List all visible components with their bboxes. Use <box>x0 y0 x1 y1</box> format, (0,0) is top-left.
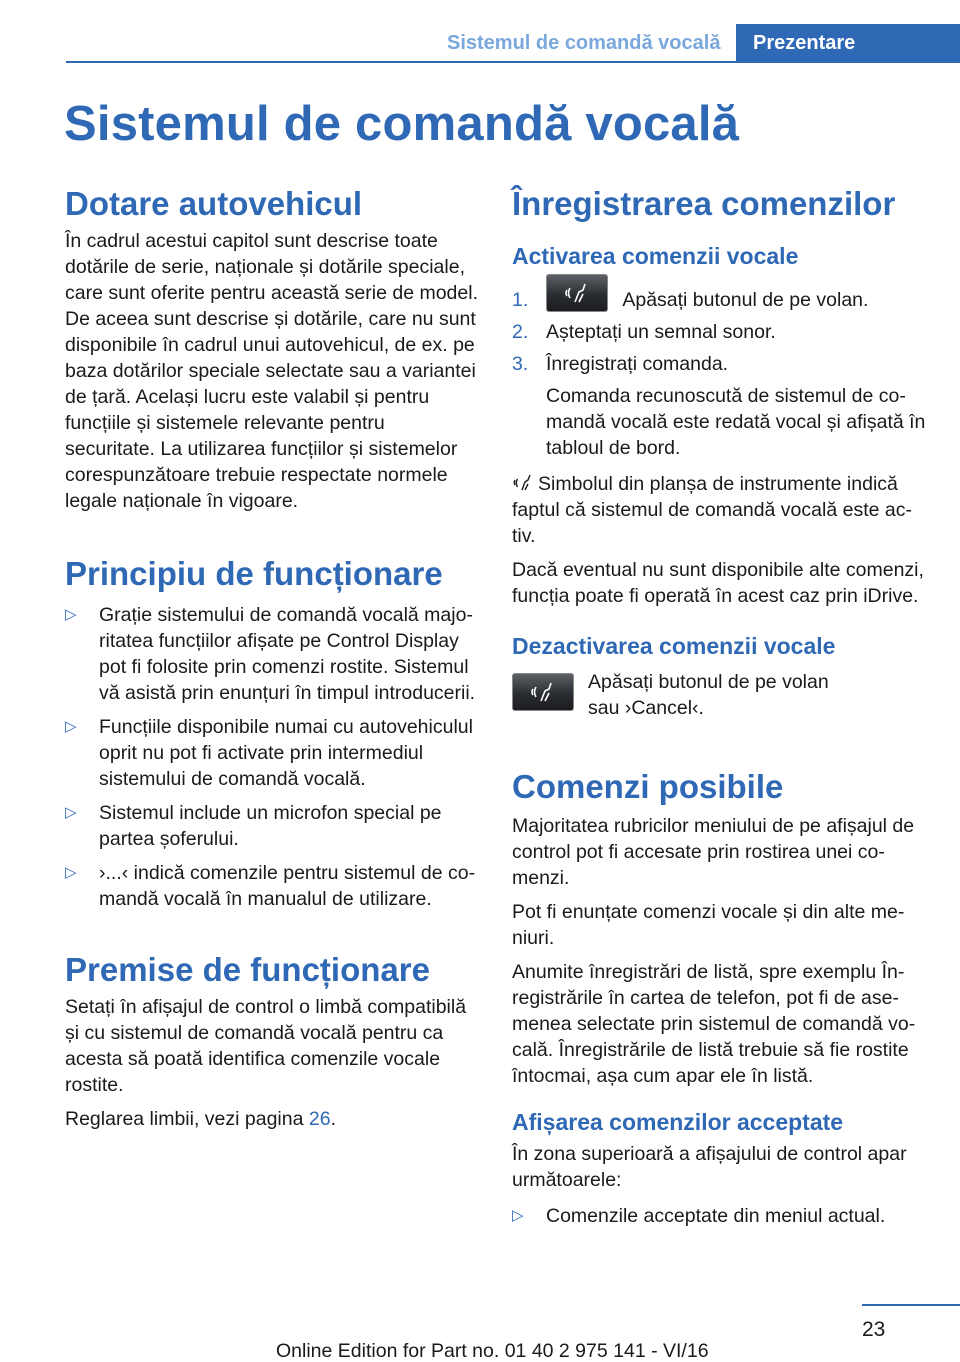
header-rule <box>66 61 960 63</box>
activate-heading: Activarea comenzii vocale <box>512 243 799 269</box>
triangle-bullet-icon: ▷ <box>65 606 77 623</box>
principle-list <box>65 602 479 912</box>
equipment-heading: Dotare autovehicul <box>65 185 363 222</box>
voice-command-icon <box>527 679 561 707</box>
list-item: 3. Înregistrați comanda. <box>512 353 729 375</box>
premises-heading: Premise de funcționare <box>65 951 430 988</box>
language-reference: Reglarea limbii, vezi pagina 26. <box>65 1108 337 1130</box>
right-column <box>512 180 926 1229</box>
list-item: ▷ Funcțiile disponibile numai cu autovehiculul oprit nu pot fi activate prin intermediul sistemului de comandă vocală. <box>65 716 473 790</box>
left-column <box>65 180 479 1132</box>
activate-steps <box>512 287 926 377</box>
unavailable-text: Dacă eventual nu sunt disponibile alte comenzi, funcția poate fi operată în acest caz prin iDrive. <box>512 559 924 607</box>
deactivate-text-2: sau ›Cancel‹. <box>588 697 704 719</box>
accepted-heading: Afișarea comenzilor acceptate <box>512 1109 844 1135</box>
voice-symbol-icon <box>512 473 534 493</box>
possible-heading: Comenzi posibile <box>512 768 784 805</box>
triangle-bullet-icon: ▷ <box>65 804 77 821</box>
page-title: Sistemul de comandă vocală <box>64 97 740 151</box>
header-tab: Prezentare <box>736 24 960 63</box>
premises-text: Setați în afișajul de control o limbă compatibilă și cu sistemul de comandă vocală pentru ca acesta să poată identifica comenzile vocale rostite. <box>65 996 467 1096</box>
triangle-bullet-icon: ▷ <box>512 1207 524 1224</box>
equipment-text: În cadrul acestui capitol sunt descrise toate dotările de serie, naționale și dotările speciale, care sunt oferite pentru această serie de model. De aceea sunt descrise și dotările, care nu sunt disponibile în cadrul unui autovehicul, de ex. pe baza dotărilor speciale selectate sau a variantei de țară. Același lucru este valabil și pentru funcțiile și sistemele relevante pentru securitate. La utilizarea funcțiilor și sistemelor corespunzătoare trebuie respectate normele legale naționale în vigoare. <box>65 230 478 512</box>
voice-button-image <box>546 274 608 312</box>
edition-text: Online Edition for Part no. 01 40 2 975 141 - VI/16 <box>276 1340 709 1362</box>
possible-text-1: Majoritatea rubricilor meniului de pe afișajul de control pot fi accesate prin rostirea unei comenzi. <box>512 815 915 889</box>
principle-heading: Principiu de funcționare <box>65 555 443 592</box>
possible-text-3: Anumite înregistrări de listă, spre exemplu Înregistrările în cartea de telefon, pot fi de asemenea selectate prin sistemul de comandă vocală. Înregistrările de listă trebuie să fie rostite întocmai, așa cum apar ele în listă. <box>512 961 916 1087</box>
step3-detail: Comanda recunoscută de sistemul de comandă vocală este redată vocal și afișată în tabloul de bord. <box>546 385 926 459</box>
page-header <box>0 24 960 64</box>
recording-heading: Înregistrarea comenzilor <box>512 185 896 222</box>
list-item: 2. Așteptați un semnal sonor. <box>512 321 776 343</box>
triangle-bullet-icon: ▷ <box>65 864 77 881</box>
deactivate-text-1: Apăsați butonul de pe volan <box>588 671 829 693</box>
accepted-text: În zona superioară a afișajului de control apar următoarele: <box>512 1143 907 1191</box>
list-item: ▷ ›...‹ indică comenzile pentru sistemul de comandă vocală în manualul de utilizare. <box>65 862 476 910</box>
deactivate-row <box>512 669 926 729</box>
page-link[interactable]: 26 <box>308 1108 331 1130</box>
footer-rule <box>862 1304 960 1306</box>
list-item: ▷ Comenzile acceptate din meniul actual. <box>512 1205 886 1227</box>
voice-button-image <box>512 673 574 711</box>
possible-text-2: Pot fi enunțate comenzi vocale și din alte meniuri. <box>512 901 905 949</box>
triangle-bullet-icon: ▷ <box>65 718 77 735</box>
list-item: ▷ Grație sistemului de comandă vocală majoritatea funcțiilor afișate pe Control Display pot fi folosite prin comenzi rostite. Sistemul vă asistă prin enunțuri în timpul introducerii. <box>65 604 476 704</box>
voice-command-icon <box>561 280 595 308</box>
page-number: 23 <box>862 1318 886 1341</box>
accepted-list <box>512 1203 926 1229</box>
list-item: ▷ Sistemul include un microfon special pe partea șoferului. <box>65 802 442 850</box>
symbol-text: Simbolul din planșa de instrumente indică faptul că sistemul de comandă vocală este activ. <box>512 473 912 547</box>
list-item: 1. Apăsați butonul de pe volan. <box>512 287 926 313</box>
deactivate-heading: Dezactivarea comenzii vocale <box>512 633 836 659</box>
header-section-title: Sistemul de comandă vocală <box>447 32 721 54</box>
